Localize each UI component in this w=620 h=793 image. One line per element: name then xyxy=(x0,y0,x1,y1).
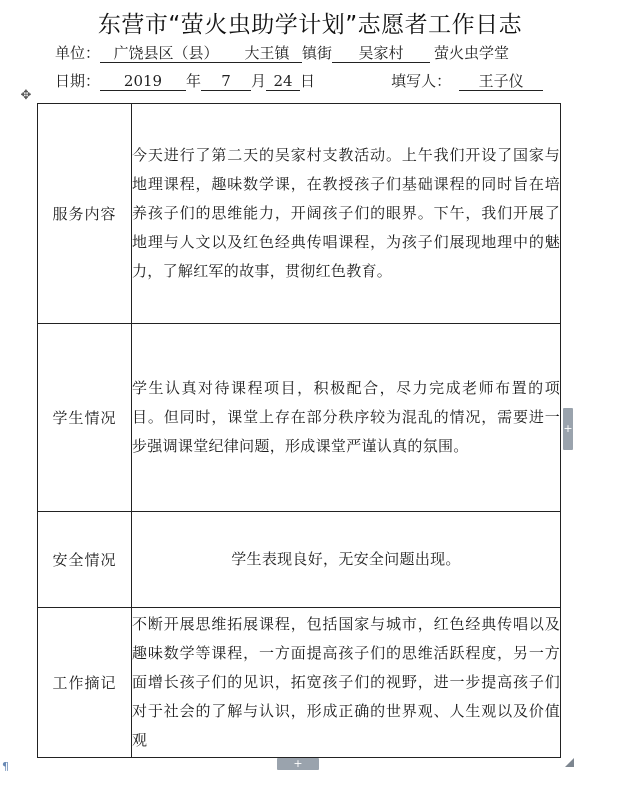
date-year: 2019 xyxy=(100,72,186,91)
row-label: 学生情况 xyxy=(38,324,132,512)
row-content[interactable]: 学生表现良好，无安全问题出现。 xyxy=(132,512,561,608)
resize-corner-icon[interactable] xyxy=(565,758,574,767)
author-label: 填写人： xyxy=(391,72,452,90)
row-label: 安全情况 xyxy=(38,512,132,608)
unit-line xyxy=(55,44,509,63)
row-content[interactable]: 学生认真对待课程项目，积极配合，尽力完成老师布置的项目。但同时，课堂上存在部分秩序较为混乱的情况，需要进一步强调课堂纪律问题，形成课堂严谨认真的氛围。 xyxy=(132,324,561,512)
table-row xyxy=(38,512,561,608)
row-label: 服务内容 xyxy=(38,104,132,324)
unit-town: 大王镇 xyxy=(232,44,302,63)
paragraph-mark-icon: ¶ xyxy=(2,760,9,773)
unit-village: 吴家村 xyxy=(332,44,430,63)
unit-county: 广饶县区（县） xyxy=(100,44,232,63)
date-day: 24 xyxy=(266,72,300,91)
date-label: 日期： xyxy=(55,72,101,90)
table-row xyxy=(38,608,561,758)
row-content[interactable]: 不断开展思维拓展课程，包括国家与城市，红色经典传唱以及趣味数学等课程，一方面提高孩子们的思维活跃程度，另一方面增长孩子们的见识，拓宽孩子们的视野，进一步提高孩子们对于社会的了解与认识，形成正确的世界观、人生观以及价值观 xyxy=(132,608,561,758)
date-day-suffix: 日 xyxy=(300,72,316,90)
date-line xyxy=(55,72,543,91)
table-row xyxy=(38,324,561,512)
log-table xyxy=(37,103,561,758)
row-label: 工作摘记 xyxy=(38,608,132,758)
author-name: 王子仪 xyxy=(459,72,543,91)
date-month-suffix: 月 xyxy=(251,72,267,90)
unit-school: 萤火虫学堂 xyxy=(434,44,510,62)
add-column-plus-icon[interactable]: + xyxy=(563,408,573,450)
date-year-suffix: 年 xyxy=(186,72,202,90)
row-content[interactable]: 今天进行了第二天的吴家村支教活动。上午我们开设了国家与地理课程，趣味数学课，在教授孩子们基础课程的同时旨在培养孩子们的思维能力，开阔孩子们的眼界。下午，我们开展了地理与人文以及红色经典传唱课程，为孩子们展现地理中的魅力，了解红军的故事，贯彻红色教育。 xyxy=(132,104,561,324)
unit-town-suffix: 镇街 xyxy=(302,44,333,62)
date-month: 7 xyxy=(201,72,251,91)
table-row xyxy=(38,104,561,324)
move-cross-icon[interactable]: ✥ xyxy=(20,88,32,103)
unit-label: 单位： xyxy=(55,44,101,62)
page-title: 东营市“萤火虫助学计划”志愿者工作日志 xyxy=(97,12,523,38)
add-row-plus-icon[interactable]: + xyxy=(277,758,319,770)
